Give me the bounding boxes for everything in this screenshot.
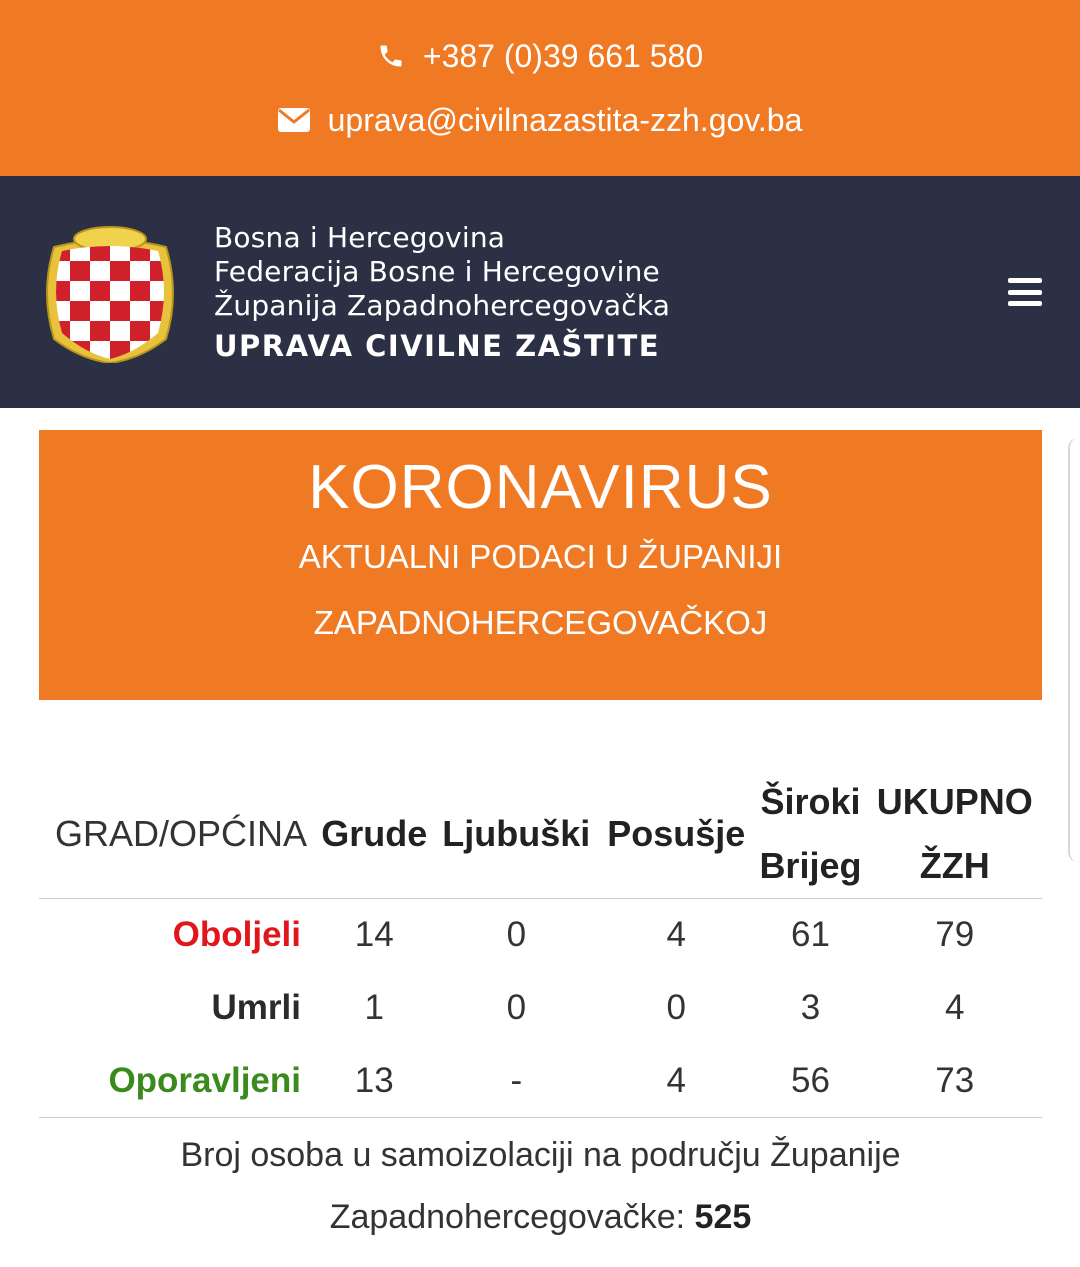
table-cell: 4: [666, 1060, 686, 1100]
organization-block[interactable]: [214, 221, 670, 363]
site-header: [0, 176, 1080, 408]
row-label-recovered: Oporavljeni: [108, 1060, 301, 1100]
hamburger-menu-icon[interactable]: [1008, 278, 1042, 306]
table-row-deceased: [39, 972, 1042, 1045]
table-cell: 0: [666, 988, 686, 1027]
table-cell: 4: [945, 988, 965, 1027]
row-label-infected: Oboljeli: [172, 915, 301, 955]
column-header-ljubuski: Ljubuški: [442, 813, 591, 854]
coronavirus-banner: [39, 430, 1042, 700]
county-line: Županija Zapadnohercegovačka: [214, 289, 671, 322]
statistics-table: [39, 770, 1042, 1118]
table-cell: 73: [935, 1060, 975, 1100]
table-cell: 79: [935, 915, 975, 955]
phone-number[interactable]: +387 (0)39 661 580: [422, 37, 704, 74]
column-header-posusje: Posušje: [607, 813, 746, 854]
column-header-total: UKUPNO ŽZH: [876, 781, 1033, 886]
email-contact[interactable]: [278, 88, 803, 152]
email-address[interactable]: uprava@civilnazastita-zzh.gov.ba: [327, 101, 803, 138]
table-cell: -: [510, 1060, 523, 1100]
phone-contact[interactable]: [377, 24, 703, 88]
table-cell: 14: [354, 915, 394, 955]
column-header-city: GRAD/OPĆINA: [55, 813, 308, 854]
isolation-text-line1: Broj osoba u samoizolaciji na području Županije: [180, 1136, 901, 1174]
banner-subtitle-line2: ZAPADNOHERCEGOVAČKOJ: [313, 604, 768, 641]
federation-line: Federacija Bosne i Hercegovine: [214, 255, 660, 288]
table-cell: 3: [800, 988, 821, 1027]
isolation-count: 525: [694, 1198, 752, 1236]
table-cell: 56: [790, 1060, 830, 1100]
contact-bar: [0, 0, 1080, 176]
column-header-siroki-brijeg: Široki Brijeg: [759, 781, 862, 886]
table-cell: 0: [506, 915, 527, 955]
row-label-deceased: Umrli: [211, 988, 301, 1027]
self-isolation-info: [39, 1124, 1042, 1248]
country-line: Bosna i Hercegovina: [214, 221, 506, 254]
scrollbar-edge[interactable]: [1068, 438, 1080, 862]
table-row-recovered: [39, 1045, 1042, 1118]
isolation-text-line2: Zapadnohercegovačke: 525: [329, 1198, 752, 1236]
coat-of-arms-icon[interactable]: [40, 221, 180, 363]
banner-subtitle-line1: AKTUALNI PODACI U ŽUPANIJI: [298, 538, 783, 575]
table-row-infected: [39, 899, 1042, 972]
table-cell: 13: [354, 1060, 394, 1100]
phone-icon: [377, 42, 405, 70]
table-cell: 1: [364, 988, 384, 1027]
table-header-row: [39, 770, 1042, 899]
table-cell: 0: [506, 988, 527, 1027]
table-cell: 61: [790, 915, 830, 955]
organization-name: UPRAVA CIVILNE ZAŠTITE: [214, 329, 661, 363]
envelope-icon: [278, 108, 310, 132]
column-header-grude: Grude: [321, 813, 428, 854]
statistics-section: [39, 770, 1042, 1248]
banner-title: KORONAVIRUS: [308, 453, 773, 522]
table-cell: 4: [666, 915, 686, 955]
